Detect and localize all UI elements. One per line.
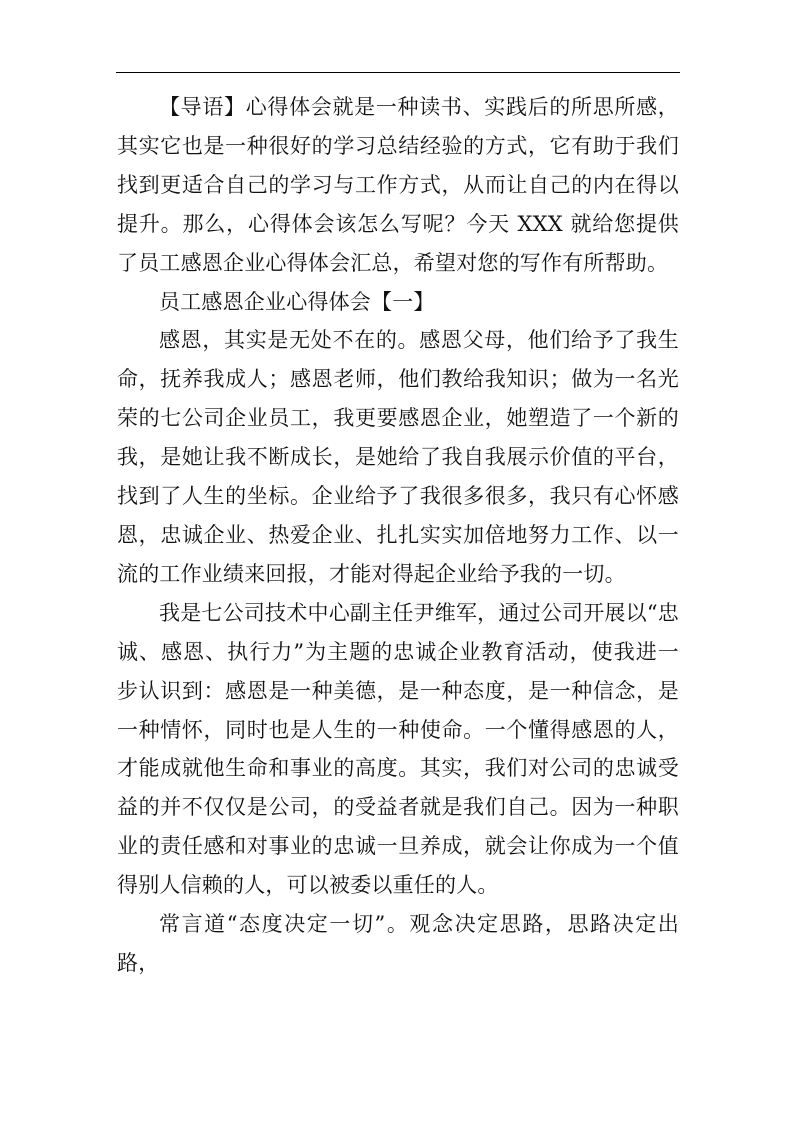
header-rule xyxy=(116,72,680,73)
body-paragraph-1: 感恩，其实是无处不在的。感恩父母，他们给予了我生命，抚养我成人；感恩老师，他们教给我知识；做为一名光荣的七公司企业员工，我更要感恩企业，她塑造了一个新的我，是她让我不断成长，是她给了我自我展示价值的平台，找到了人生的坐标。企业给予了我很多很多，我只有心怀感恩，忠诚企业、热爱企业、扎扎实实加倍地努力工作、以一流的工作业绩来回报，才能对得起企业给予我的一切。 xyxy=(117,328,679,586)
body-paragraph-2: 我是七公司技术中心副主任尹维军，通过公司开展以“忠诚、感恩、执行力”为主题的忠诚企业教育活动，使我进一步认识到：感恩是一种美德，是一种态度，是一种信念，是一种情怀，同时也是人生的一种使命。一个懂得感恩的人，才能成就他生命和事业的高度。其实，我们对公司的忠诚受益的并不仅仅是公司，的受益者就是我们自己。因为一种职业的责任感和对事业的忠诚一旦养成，就会让你成为一个值得别人信赖的人，可以被委以重任的人。 xyxy=(117,600,679,898)
document-body xyxy=(117,88,679,983)
section-heading: 员工感恩企业心得体会【一】 xyxy=(159,289,435,314)
body-paragraph-3: 常言道“态度决定一切”。观念决定思路，思路决定出路， xyxy=(117,912,679,975)
intro-paragraph: 【导语】心得体会就是一种读书、实践后的所思所感，其实它也是一种很好的学习总结经验的方式，它有助于我们找到更适合自己的学习与工作方式，从而让自己的内在得以提升。那么，心得体会该怎么写呢？今天 XXX 就给您提供了员工感恩企业心得体会汇总，希望对您的写作有所帮助。 xyxy=(117,95,679,275)
